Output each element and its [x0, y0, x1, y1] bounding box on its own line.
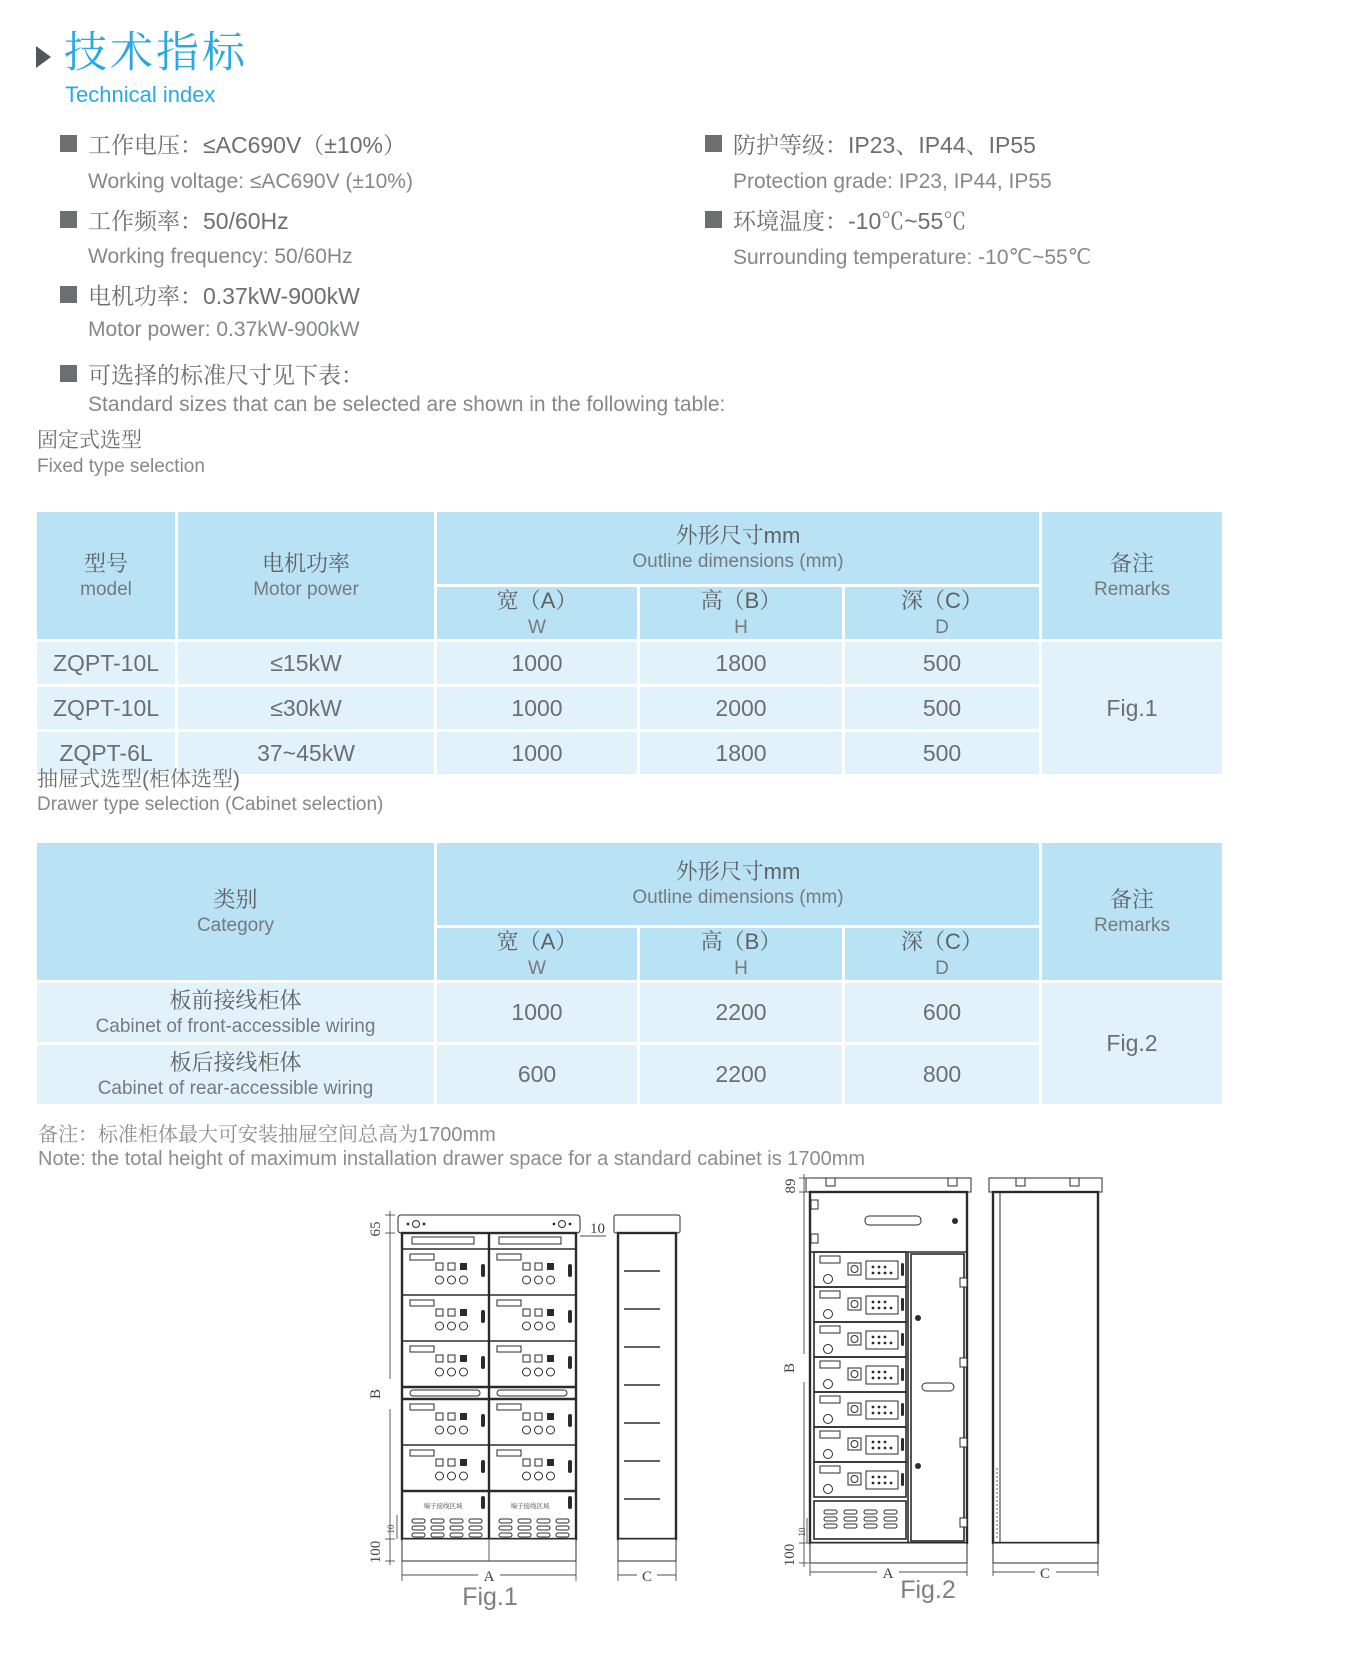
- dim-label-B: B: [368, 1388, 384, 1400]
- page-subtitle: Technical index: [65, 82, 216, 108]
- drawer-unit: [814, 1252, 906, 1287]
- spec-surrounding-temperature-en: Surrounding temperature: -10℃~55℃: [733, 246, 1092, 269]
- col-header-depth: 深（C） D: [845, 928, 1039, 980]
- vent-slots: [431, 1519, 444, 1537]
- terminal-area-label: 端子接线区域: [423, 1503, 463, 1510]
- drawer-unit: [497, 1404, 572, 1434]
- vent-slots: [884, 1510, 897, 1528]
- dim-label-65: 65: [368, 1221, 384, 1237]
- vent-slots: [556, 1519, 569, 1537]
- vent-slots: [450, 1519, 463, 1537]
- drawer-table-title-en: Drawer type selection (Cabinet selection): [37, 794, 384, 815]
- fixed-table-title-en: Fixed type selection: [37, 456, 205, 477]
- spec-zh-text: 电机功率：0.37kW-900kW: [88, 283, 360, 309]
- drawer-unit: [410, 1450, 485, 1480]
- cell-height: 2200: [640, 1045, 842, 1104]
- spec-working-frequency: [60, 203, 289, 236]
- fig2-front-view: [810, 1192, 967, 1563]
- drawer-unit: [814, 1392, 906, 1427]
- fig2-caption: Fig.2: [900, 1576, 956, 1604]
- section-marker-icon: [36, 46, 51, 68]
- drawer-type-table: [34, 840, 1225, 1107]
- cell-power: ≤30kW: [178, 687, 434, 729]
- cell-height: 1800: [640, 732, 842, 774]
- cell-width: 1000: [437, 732, 637, 774]
- page-title: 技术指标: [64, 29, 248, 77]
- table-row: [37, 983, 1222, 1042]
- cell-model: ZQPT-6L: [37, 732, 175, 774]
- cell-width: 1000: [437, 983, 637, 1042]
- dim-label-10: 10: [797, 1527, 807, 1537]
- drawer-unit: [497, 1346, 572, 1376]
- drawer-unit: [814, 1287, 906, 1322]
- dim-label-89: 89: [783, 1178, 799, 1194]
- vent-slots: [518, 1519, 531, 1537]
- vent-slots: [412, 1519, 425, 1537]
- vent-slots: [864, 1510, 877, 1528]
- spec-zh-text: 工作电压：≤AC690V（±10%）: [88, 132, 406, 158]
- fig1-technical-drawing: [330, 1203, 695, 1600]
- drawer-unit: [814, 1322, 906, 1357]
- spec-zh-text: 工作频率：50/60Hz: [88, 208, 289, 234]
- cell-power: ≤15kW: [178, 642, 434, 684]
- spec-protection-grade-en: Protection grade: IP23, IP44, IP55: [733, 170, 1052, 193]
- cell-depth: 500: [845, 732, 1039, 774]
- spec-zh-text: 防护等级：IP23、IP44、IP55: [733, 132, 1036, 158]
- cell-height: 2200: [640, 983, 842, 1042]
- cell-width: 1000: [437, 642, 637, 684]
- cell-depth: 500: [845, 642, 1039, 684]
- bullet-square-icon: [60, 135, 77, 152]
- cell-remark: Fig.2: [1042, 983, 1222, 1104]
- cell-width: 600: [437, 1045, 637, 1104]
- cell-power: 37~45kW: [178, 732, 434, 774]
- drawer-unit: [814, 1427, 906, 1462]
- fig2-side-view: [989, 1178, 1102, 1563]
- cell-category: 板前接线柜体 Cabinet of front-accessible wiring: [37, 983, 434, 1042]
- cell-width: 1000: [437, 687, 637, 729]
- note-en: Note: the total height of maximum installation drawer space for a standard cabinet is 1700mm: [38, 1148, 866, 1170]
- drawer-unit: [814, 1462, 906, 1497]
- bullet-square-icon: [60, 286, 77, 303]
- dim-label-A: A: [483, 1569, 495, 1585]
- fig2-door: [911, 1254, 967, 1541]
- drawer-unit: [497, 1450, 572, 1480]
- vent-slots: [537, 1519, 550, 1537]
- spec-zh-text: 可选择的标准尺寸见下表：: [88, 362, 364, 388]
- cell-remark: Fig.1: [1042, 642, 1222, 774]
- drawer-unit: [410, 1404, 485, 1434]
- fig2-technical-drawing: [770, 1168, 1110, 1580]
- bullet-square-icon: [705, 135, 722, 152]
- col-header-outline-dimensions: 外形尺寸mm Outline dimensions (mm): [437, 512, 1039, 584]
- col-header-remarks: 备注 Remarks: [1042, 843, 1222, 980]
- terminal-area-label: 端子接线区域: [510, 1503, 550, 1510]
- spec-motor-power: [60, 278, 360, 311]
- fixed-table-title-zh: 固定式选型: [37, 429, 142, 452]
- vent-slots: [469, 1519, 482, 1537]
- drawer-unit: [497, 1300, 572, 1330]
- bullet-square-icon: [60, 365, 77, 382]
- cell-depth: 500: [845, 687, 1039, 729]
- col-header-height: 高（B） H: [640, 587, 842, 639]
- spec-zh-text: 环境温度：-10℃~55℃: [733, 208, 967, 234]
- spec-working-frequency-en: Working frequency: 50/60Hz: [88, 245, 353, 268]
- cell-height: 2000: [640, 687, 842, 729]
- spec-motor-power-en: Motor power: 0.37kW-900kW: [88, 318, 360, 341]
- col-header-outline-dimensions: 外形尺寸mm Outline dimensions (mm): [437, 843, 1039, 925]
- spec-surrounding-temperature: [705, 203, 966, 236]
- dim-label-C: C: [641, 1569, 653, 1585]
- col-header-width: 宽（A） W: [437, 928, 637, 980]
- dim-label-100: 100: [782, 1543, 798, 1567]
- drawer-unit: [410, 1254, 485, 1284]
- vent-slots: [824, 1510, 837, 1528]
- col-header-width: 宽（A） W: [437, 587, 637, 639]
- cell-height: 1800: [640, 642, 842, 684]
- drawer-unit: [497, 1254, 572, 1284]
- dim-label-100: 100: [368, 1540, 384, 1564]
- dim-label-10: 10: [386, 1524, 396, 1534]
- fig1-top-cap: [398, 1215, 580, 1233]
- cell-depth: 800: [845, 1045, 1039, 1104]
- table-row: [37, 642, 1222, 684]
- col-header-category: 类别 Category: [37, 843, 434, 980]
- col-header-motor-power: 电机功率 Motor power: [178, 512, 434, 639]
- drawer-unit: [410, 1300, 485, 1330]
- dim-label-10-top: 10: [590, 1221, 605, 1237]
- spec-protection-grade: [705, 127, 1036, 160]
- fig2-top-cap: [806, 1178, 971, 1192]
- bullet-square-icon: [705, 211, 722, 228]
- page-header: [36, 30, 248, 108]
- spec-table-intro: [60, 357, 364, 390]
- fig1-front-view: [402, 1233, 576, 1561]
- dim-label-B: B: [782, 1362, 798, 1374]
- drawer-unit: [410, 1346, 485, 1376]
- note-zh: 备注：标准柜体最大可安装抽屉空间总高为1700mm: [38, 1124, 496, 1146]
- col-header-height: 高（B） H: [640, 928, 842, 980]
- col-header-model: 型号 model: [37, 512, 175, 639]
- cell-model: ZQPT-10L: [37, 642, 175, 684]
- dim-label-C: C: [1039, 1566, 1051, 1580]
- spec-working-voltage: [60, 127, 406, 160]
- cell-depth: 600: [845, 983, 1039, 1042]
- dim-label-A: A: [882, 1566, 894, 1580]
- fig1-side-view: [614, 1215, 680, 1561]
- drawer-table-title-zh: 抽屉式选型(柜体选型): [37, 768, 240, 791]
- col-header-depth: 深（C） D: [845, 587, 1039, 639]
- col-header-remarks: 备注 Remarks: [1042, 512, 1222, 639]
- drawer-unit: [814, 1357, 906, 1392]
- cell-category: 板后接线柜体 Cabinet of rear-accessible wiring: [37, 1045, 434, 1104]
- cell-model: ZQPT-10L: [37, 687, 175, 729]
- vent-slots: [844, 1510, 857, 1528]
- bullet-square-icon: [60, 211, 77, 228]
- fixed-type-table: [34, 509, 1225, 777]
- vent-slots: [499, 1519, 512, 1537]
- fig1-caption: Fig.1: [462, 1583, 518, 1611]
- spec-table-intro-en: Standard sizes that can be selected are shown in the following table:: [88, 393, 726, 416]
- spec-working-voltage-en: Working voltage: ≤AC690V (±10%): [88, 170, 413, 193]
